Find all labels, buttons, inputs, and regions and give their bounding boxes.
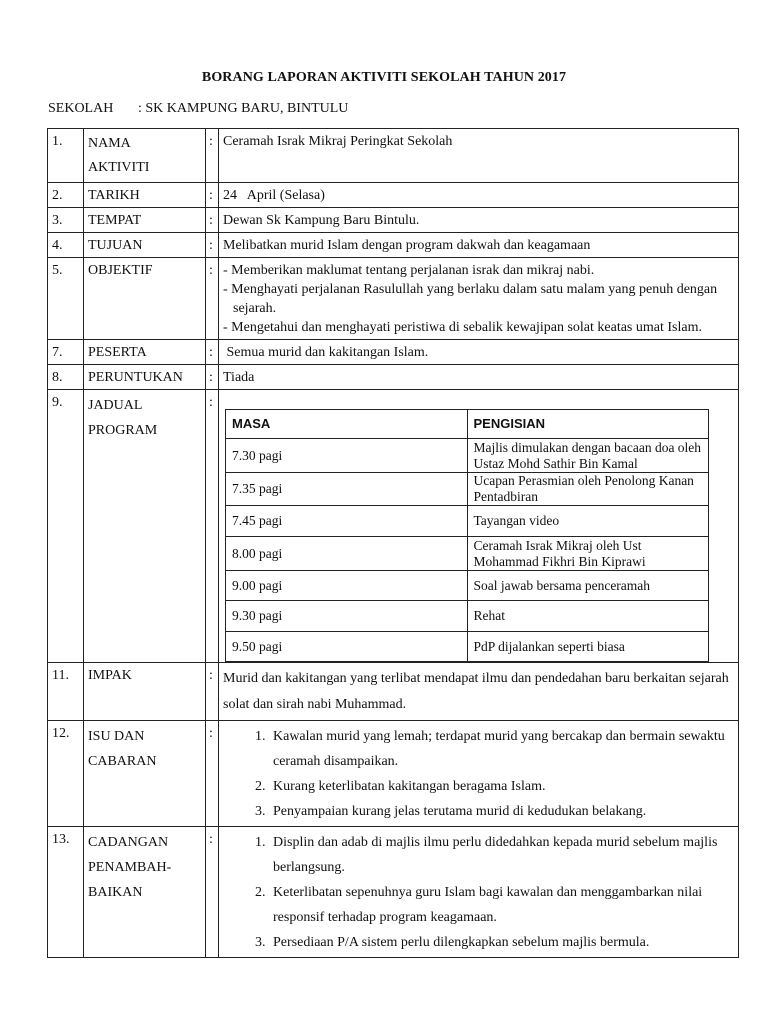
- row-label: [84, 721, 206, 827]
- suggestion-list: [223, 830, 734, 955]
- suggestion-item: 2. Keterlibatan sepenuhnya guru Islam bagi kawalan dan menggambarkan nilai responsif terhadap program keagamaan.: [269, 880, 734, 930]
- row-value: [219, 258, 739, 340]
- schedule-row: [226, 632, 709, 662]
- schedule-row: [226, 601, 709, 632]
- suggestion-item: 3. Persediaan P/A sistem perlu dilengkapkan sebelum majlis bermula.: [269, 930, 734, 955]
- row-number: 9.: [48, 390, 84, 663]
- label-line: CABARAN: [88, 754, 157, 769]
- schedule-activity: Majlis dimulakan dengan bacaan doa oleh Ustaz Mohd Sathir Bin Kamal: [467, 439, 709, 473]
- label-line: CADANGAN: [88, 835, 169, 850]
- schedule-row: [226, 473, 709, 506]
- colon: :: [206, 721, 219, 827]
- row-number: 4.: [48, 233, 84, 258]
- schedule-row: [226, 537, 709, 571]
- row-label: [84, 129, 206, 183]
- schedule-row: [226, 439, 709, 473]
- row-value: Melibatkan murid Islam dengan program dakwah dan keagamaan: [219, 233, 739, 258]
- row-nama-aktiviti: [48, 129, 739, 183]
- issue-list: [223, 724, 734, 824]
- pengisian-header: PENGISIAN: [467, 410, 709, 439]
- issue-item: 1. Kawalan murid yang lemah; terdapat murid yang bercakap dan bermain sewaktu ceramah disampaikan.: [269, 724, 734, 774]
- schedule-time: 7.30 pagi: [226, 439, 468, 473]
- schedule-activity: PdP dijalankan seperti biasa: [467, 632, 709, 662]
- schedule-activity: Tayangan video: [467, 506, 709, 537]
- label-line: PENAMBAH-: [88, 860, 172, 875]
- issue-item: 3. Penyampaian kurang jelas terutama murid di kedudukan belakang.: [269, 799, 734, 824]
- row-peruntukan: [48, 365, 739, 390]
- row-value: [219, 827, 739, 958]
- row-number: 5.: [48, 258, 84, 340]
- schedule-activity: Soal jawab bersama penceramah: [467, 571, 709, 601]
- row-label: TUJUAN: [84, 233, 206, 258]
- schedule-activity: Rehat: [467, 601, 709, 632]
- objective-item: - Menghayati perjalanan Rasulullah yang berlaku dalam satu malam yang penuh dengan sejarah.: [223, 282, 718, 316]
- schedule-row: [226, 571, 709, 601]
- row-value: Ceramah Israk Mikraj Peringkat Sekolah: [219, 129, 739, 183]
- row-number: 11.: [48, 663, 84, 721]
- row-impak: [48, 663, 739, 721]
- colon: :: [206, 208, 219, 233]
- label-line: NAMA: [88, 136, 131, 151]
- row-tujuan: [48, 233, 739, 258]
- label-line: PROGRAM: [88, 423, 158, 438]
- colon: :: [206, 258, 219, 340]
- form-title: BORANG LAPORAN AKTIVITI SEKOLAH TAHUN 2017: [201, 70, 567, 85]
- row-label: [84, 390, 206, 663]
- row-peserta: [48, 340, 739, 365]
- row-label: PERUNTUKAN: [84, 365, 206, 390]
- colon: :: [206, 663, 219, 721]
- schedule-time: 7.45 pagi: [226, 506, 468, 537]
- row-label: [84, 827, 206, 958]
- row-value: [219, 390, 739, 663]
- school-label: SEKOLAH: [48, 101, 114, 116]
- schedule-time: 7.35 pagi: [226, 473, 468, 506]
- schedule-row: [226, 506, 709, 537]
- objective-item: - Memberikan maklumat tentang perjalanan israk dan mikraj nabi.: [223, 263, 595, 278]
- schedule-activity: Ceramah Israk Mikraj oleh Ust Mohammad Fikhri Bin Kiprawi: [467, 537, 709, 571]
- row-number: 3.: [48, 208, 84, 233]
- row-jadual-program: [48, 390, 739, 663]
- row-label: TARIKH: [84, 183, 206, 208]
- colon: :: [206, 340, 219, 365]
- row-value: Murid dan kakitangan yang terlibat mendapat ilmu dan pendedahan baru berkaitan sejarah solat dan sirah nabi Muhammad.: [219, 663, 739, 721]
- schedule-time: 9.00 pagi: [226, 571, 468, 601]
- colon: :: [206, 365, 219, 390]
- row-label: TEMPAT: [84, 208, 206, 233]
- label-line: ISU DAN: [88, 729, 145, 744]
- row-number: 7.: [48, 340, 84, 365]
- row-number: 2.: [48, 183, 84, 208]
- row-tempat: [48, 208, 739, 233]
- row-label: OBJEKTIF: [84, 258, 206, 340]
- row-cadangan: [48, 827, 739, 958]
- suggestion-item: 1. Displin dan adab di majlis ilmu perlu didedahkan kepada murid sebelum majlis berlangsung.: [269, 830, 734, 880]
- row-value: Dewan Sk Kampung Baru Bintulu.: [219, 208, 739, 233]
- row-number: 1.: [48, 129, 84, 183]
- colon: :: [206, 183, 219, 208]
- label-line: BAIKAN: [88, 885, 143, 900]
- school-line: [48, 101, 348, 117]
- row-value: Tiada: [219, 365, 739, 390]
- row-number: 12.: [48, 721, 84, 827]
- colon: :: [206, 129, 219, 183]
- row-objektif: [48, 258, 739, 340]
- issue-item: 2. Kurang keterlibatan kakitangan beragama Islam.: [269, 774, 734, 799]
- row-value: Semua murid dan kakitangan Islam.: [219, 340, 739, 365]
- schedule-time: 9.50 pagi: [226, 632, 468, 662]
- row-value: [219, 721, 739, 827]
- row-isu-cabaran: [48, 721, 739, 827]
- row-label: IMPAK: [84, 663, 206, 721]
- schedule-table: [225, 409, 709, 662]
- row-number: 8.: [48, 365, 84, 390]
- label-line: JADUAL: [88, 398, 143, 413]
- colon: :: [206, 233, 219, 258]
- schedule-header: [226, 410, 709, 439]
- row-label: PESERTA: [84, 340, 206, 365]
- row-number: 13.: [48, 827, 84, 958]
- report-table: [47, 128, 739, 958]
- row-value: 24 April (Selasa): [219, 183, 739, 208]
- schedule-time: 8.00 pagi: [226, 537, 468, 571]
- schedule-time: 9.30 pagi: [226, 601, 468, 632]
- colon: :: [206, 827, 219, 958]
- schedule-activity: Ucapan Perasmian oleh Penolong Kanan Pentadbiran: [467, 473, 709, 506]
- school-value: : SK KAMPUNG BARU, BINTULU: [138, 101, 349, 116]
- colon: :: [206, 390, 219, 663]
- row-tarikh: [48, 183, 739, 208]
- objective-item: - Mengetahui dan menghayati peristiwa di sebalik kewajipan solat keatas umat Islam.: [223, 320, 702, 335]
- label-line: AKTIVITI: [88, 160, 150, 175]
- masa-header: MASA: [226, 410, 468, 439]
